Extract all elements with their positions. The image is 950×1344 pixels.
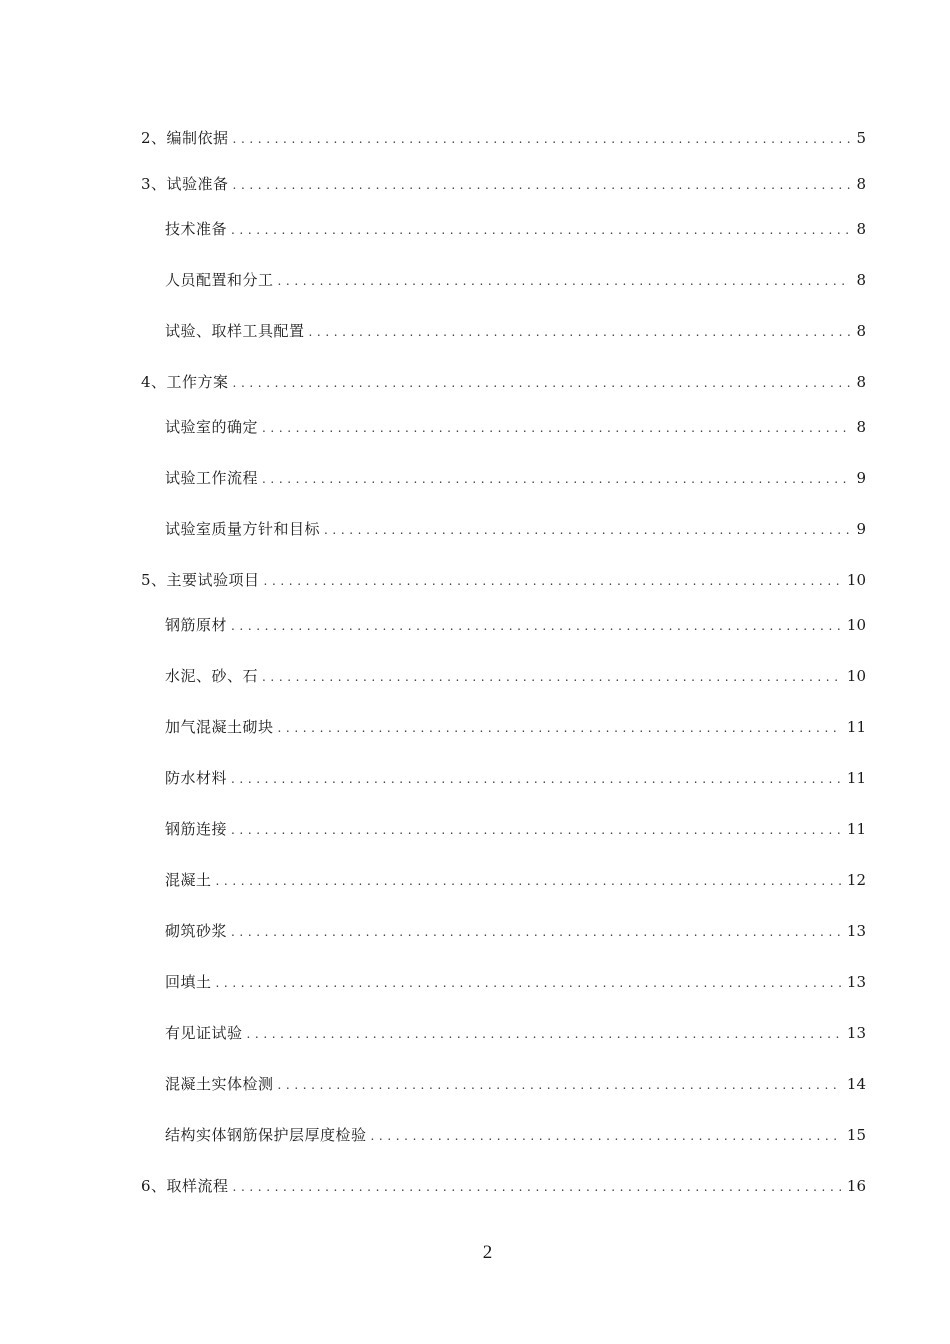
- toc-entry-page: 11: [846, 718, 866, 736]
- toc-entry[interactable]: [165, 270, 866, 291]
- toc-entry[interactable]: [165, 717, 866, 738]
- toc-entry-title: 试验室质量方针和目标: [165, 520, 321, 538]
- toc-entry[interactable]: [165, 1074, 866, 1095]
- toc-entry-title: 5、主要试验项目: [141, 571, 260, 589]
- toc-entry-title: 试验、取样工具配置: [165, 322, 305, 340]
- toc-entry-title: 水泥、砂、石: [165, 667, 259, 685]
- toc-dot-leader: [278, 718, 841, 738]
- toc-entry[interactable]: [165, 921, 866, 942]
- toc-dot-leader: [309, 322, 851, 342]
- toc-entry-title: 4、工作方案: [141, 373, 229, 391]
- toc-entry-page: 9: [856, 520, 866, 538]
- toc-entry-page: 8: [856, 175, 866, 193]
- toc-dot-leader: [216, 871, 841, 891]
- toc-entry[interactable]: [165, 321, 866, 342]
- toc-entry-title: 回填土: [165, 973, 212, 991]
- toc-entry[interactable]: [165, 666, 866, 687]
- toc-dot-leader: [216, 973, 841, 993]
- toc-entry-title: 钢筋原材: [165, 616, 228, 634]
- toc-entry[interactable]: [165, 615, 866, 636]
- toc-entry[interactable]: [165, 519, 866, 540]
- toc-entry-page: 14: [846, 1075, 866, 1093]
- toc-entry-page: 5: [856, 129, 866, 147]
- toc-dot-leader: [262, 667, 841, 687]
- toc-entry-title: 结构实体钢筋保护层厚度检验: [165, 1126, 367, 1144]
- toc-entry-title: 混凝土: [165, 871, 212, 889]
- toc-entry-title: 试验工作流程: [165, 469, 259, 487]
- toc-entry-title: 6、取样流程: [141, 1177, 229, 1195]
- toc-entry-page: 12: [846, 871, 866, 889]
- toc-entry-page: 13: [846, 922, 866, 940]
- toc-dot-leader: [231, 220, 850, 240]
- toc-entry[interactable]: [141, 174, 866, 195]
- toc-entry-page: 8: [856, 373, 866, 391]
- toc-entry-page: 11: [846, 769, 866, 787]
- toc-dot-leader: [233, 373, 851, 393]
- toc-entry-title: 加气混凝土砌块: [165, 718, 274, 736]
- toc-dot-leader: [264, 571, 841, 591]
- toc-entry[interactable]: [165, 870, 866, 891]
- toc-entry-title: 3、试验准备: [141, 175, 229, 193]
- toc-entry[interactable]: [165, 972, 866, 993]
- toc-dot-leader: [233, 129, 851, 149]
- toc-dot-leader: [233, 175, 851, 195]
- toc-dot-leader: [231, 922, 841, 942]
- toc-dot-leader: [324, 520, 850, 540]
- toc-entry-title: 人员配置和分工: [165, 271, 274, 289]
- toc-entry-title: 技术准备: [165, 220, 228, 238]
- toc-entry-title: 混凝土实体检测: [165, 1075, 274, 1093]
- toc-dot-leader: [371, 1126, 841, 1146]
- toc-entry-page: 10: [846, 667, 866, 685]
- toc-entry[interactable]: [141, 570, 866, 591]
- toc-entry-page: 11: [846, 820, 866, 838]
- toc-entry-title: 2、编制依据: [141, 129, 229, 147]
- toc-entry[interactable]: [165, 1125, 866, 1146]
- toc-entry[interactable]: [165, 219, 866, 240]
- toc-entry[interactable]: [141, 128, 866, 149]
- toc-dot-leader: [247, 1024, 841, 1044]
- toc-entry[interactable]: [165, 1023, 866, 1044]
- toc-entry-title: 砌筑砂浆: [165, 922, 228, 940]
- toc-entry-page: 8: [856, 271, 866, 289]
- toc-entry-page: 9: [856, 469, 866, 487]
- toc-dot-leader: [231, 616, 841, 636]
- toc-dot-leader: [262, 469, 850, 489]
- toc-entry-page: 13: [846, 1024, 866, 1042]
- toc-dot-leader: [278, 271, 851, 291]
- toc-dot-leader: [233, 1177, 841, 1197]
- toc-dot-leader: [231, 769, 841, 789]
- toc-entry[interactable]: [165, 768, 866, 789]
- toc-entry-page: 16: [846, 1177, 866, 1195]
- toc-entry[interactable]: [141, 372, 866, 393]
- page-number: 2: [482, 1242, 493, 1263]
- toc-entry-page: 10: [846, 571, 866, 589]
- toc-entry-page: 8: [856, 418, 866, 436]
- toc-entry-title: 有见证试验: [165, 1024, 243, 1042]
- toc-entry-page: 10: [846, 616, 866, 634]
- toc-entry[interactable]: [165, 417, 866, 438]
- toc-dot-leader: [262, 418, 850, 438]
- toc-entry[interactable]: [165, 468, 866, 489]
- toc-dot-leader: [231, 820, 841, 840]
- toc-entry-page: 8: [856, 322, 866, 340]
- toc-entry-page: 13: [846, 973, 866, 991]
- toc-entry[interactable]: [141, 1176, 866, 1197]
- toc-entry-title: 试验室的确定: [165, 418, 259, 436]
- toc-entry-title: 防水材料: [165, 769, 228, 787]
- toc-entry-page: 8: [856, 220, 866, 238]
- toc-dot-leader: [278, 1075, 841, 1095]
- toc-entry[interactable]: [165, 819, 866, 840]
- toc-entry-title: 钢筋连接: [165, 820, 228, 838]
- toc-entry-page: 15: [846, 1126, 866, 1144]
